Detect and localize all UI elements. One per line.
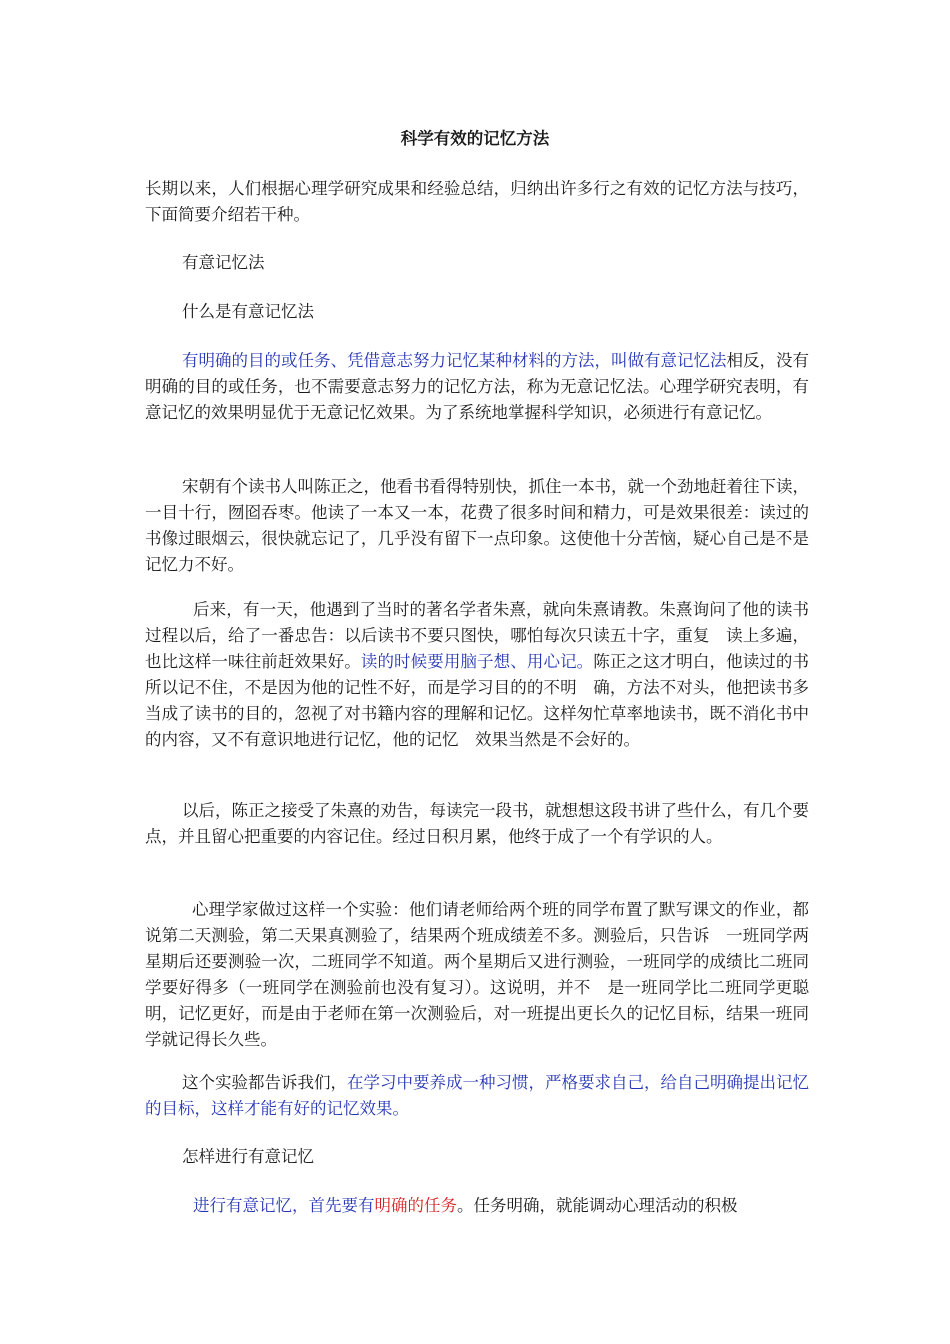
story-paragraph: 宋朝有个读书人叫陈正之，他看书看得特别快，抓住一本书，就一个劲地赶着往下读，一目十行，囫囵吞枣。他读了一本又一本，花费了很多时间和精力，可是效果很差：读过的书像过眼烟云，很快就忘记了，几乎没有留下一点印象。这使他十分苦恼，疑心自己是不是记忆力不好。 xyxy=(145,477,809,574)
advice-text-b: 陈正之这才明白，他读过的书所以记不住，不是因为他的记性不好，而是学习目的的不明 确，方法不对头，他把读书多当成了读书的目的，忽视了对书籍内容的理解和记忆。这样匆忙草率地读书，既不消化书中的内容，又不有意识地进行记忆，他的记忆 效果当然是不会好的。 xyxy=(145,652,810,749)
conclusion-highlight: 在学习中要养成一种习惯，严格要求自己，给自己明确提出记忆的目标，这样才能有好的记忆效果。 xyxy=(145,1073,809,1118)
conclusion-paragraph xyxy=(145,1070,809,1122)
intro-paragraph: 长期以来，人们根据心理学研究成果和经验总结，归纳出许多行之有效的记忆方法与技巧，下面简要介绍若干种。 xyxy=(145,179,809,224)
definition-text: 相反，没有明确的目的或任务，也不需要意志努力的记忆方法，称为无意记忆法。心理学研究表明，有意记忆的效果明显优于无意记忆效果。为了系统地掌握科学知识，必须进行有意记忆。 xyxy=(145,351,809,422)
section-heading: 有意记忆法 xyxy=(182,253,265,272)
result-paragraph: 以后，陈正之接受了朱熹的劝告，每读完一段书，就想想这段书讲了些什么，有几个要点，并且留心把重要的内容记住。经过日积月累，他终于成了一个有学识的人。 xyxy=(145,801,809,846)
task-highlight-blue: 进行有意记忆，首先要有 xyxy=(193,1196,375,1215)
task-text: 。任务明确，就能调动心理活动的积极 xyxy=(457,1196,738,1215)
how-to-heading: 怎样进行有意记忆 xyxy=(182,1147,314,1166)
task-highlight-red: 明确的任务 xyxy=(374,1196,457,1215)
definition-highlight: 有明确的目的或任务、凭借意志努力记忆某种材料的方法，叫做有意记忆法 xyxy=(182,351,727,370)
advice-paragraph xyxy=(145,597,809,753)
task-paragraph xyxy=(145,1193,809,1219)
definition-paragraph xyxy=(145,348,809,426)
document-title: 科学有效的记忆方法 xyxy=(400,129,550,148)
conclusion-text: 这个实验都告诉我们， xyxy=(182,1073,347,1092)
subsection-heading: 什么是有意记忆法 xyxy=(182,302,314,321)
advice-text-a: 后来，有一天，他遇到了当时的著名学者朱熹，就向朱熹请教。朱熹询问了他的读书过程以后，给了一番忠告：以后读书不要只图快，哪怕每次只读五十字，重复 读上多遍，也比这样一味往前赶效果好。 xyxy=(145,600,809,671)
experiment-paragraph: 心理学家做过这样一个实验：他们请老师给两个班的同学布置了默写课文的作业，都说第二天测验，第二天果真测验了，结果两个班成绩差不多。测验后，只告诉 一班同学两星期后还要测验一次，二班同学不知道。两个星期后又进行测验，一班同学的成绩比二班同学要好得多（一班同学在测验前也没有复习）。这说明，并不 是一班同学比二班同学更聪明，记忆更好，而是由于老师在第一次测验后，对一班提出更长久的记忆目标，结果一班同学就记得长久些。 xyxy=(145,900,809,1049)
advice-highlight: 读的时候要用脑子想、用心记。 xyxy=(360,652,594,671)
